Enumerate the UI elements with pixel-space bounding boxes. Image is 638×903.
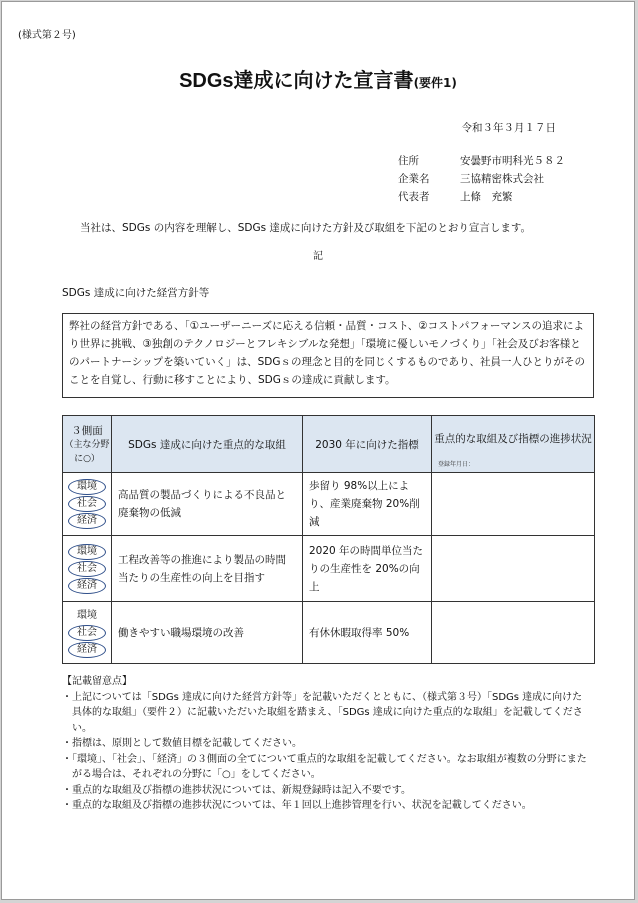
progress-cell <box>432 536 595 602</box>
indicator-cell: 歩留り 98%以上により、産業廃棄物 20%削減 <box>303 473 432 536</box>
header-action: SDGs 達成に向けた重点的な取組 <box>112 416 303 473</box>
intro-statement: 当社は、SDGs の内容を理解し、SDGs 達成に向けた方針及び取組を下記のとおり宣言します。 <box>80 222 532 234</box>
page-title <box>2 64 634 93</box>
header-progress <box>432 416 595 473</box>
action-cell: 高品質の製品づくりによる不良品と廃棄物の低減 <box>112 473 303 536</box>
policy-box <box>62 313 594 398</box>
aspect-environment: 環境 <box>68 544 106 560</box>
policy-text: 弊社の経営方針である、「①ユーザーニーズに応える信頼・品質・コスト、②コストパフォーマンスの追求により世界に挑戦、③独創のテクノロジーとフレキシブルな発想」「環境に優しいモノづくり」「社会及びお客様とのパートナーシップを築いていく」は、SDGｓの理念と目的を同じくするものであり、社員一人ひとりがそのことを自覚し、行動に移すことにより、SDGｓの達成に貢献します。 <box>69 320 585 386</box>
note-item: ・「環境」、「社会」、「経済」の３側面の全てについて重点的な取組を記載してください。なお取組が複数の分野にまたがる場合は、それぞれの分野に「○」をしてください。 <box>62 753 587 780</box>
declarant-value: 三協精密株式会社 <box>460 173 544 185</box>
declaration-date: 令和３年３月１７日 <box>461 122 556 134</box>
progress-cell <box>432 473 595 536</box>
note-item: ・重点的な取組及び指標の進捗状況については、新規登録時は記入不要です。 <box>62 784 411 796</box>
ki-mark: 記 <box>313 251 323 262</box>
indicator-cell: 2020 年の時間単位当たりの生産性を 20%の向上 <box>303 536 432 602</box>
header-indicator: 2030 年に向けた指標 <box>303 416 432 473</box>
table-header-row <box>63 416 595 473</box>
aspect-environment: 環境 <box>77 609 97 621</box>
declarant-info <box>398 152 565 206</box>
declarant-value: 上條 充繁 <box>460 191 513 203</box>
declarant-row-company <box>398 170 565 188</box>
aspect-economy: 経済 <box>68 578 106 594</box>
header-progress-label: 重点的な取組及び指標の進捗状況 <box>434 433 592 445</box>
table-row <box>63 473 595 536</box>
note-item: ・重点的な取組及び指標の進捗状況については、年１回以上進捗管理を行い、状況を記載してください。 <box>62 800 532 811</box>
indicator-cell: 有休休暇取得率 50% <box>303 602 432 664</box>
table-row <box>63 536 595 602</box>
header-aspects-main: ３側面 <box>71 424 103 437</box>
title-main: SDGs達成に向けた宣言書 <box>179 70 414 92</box>
header-registered-date: 登録年月日： <box>438 461 475 468</box>
aspect-economy: 経済 <box>68 642 106 658</box>
action-cell: 働きやすい職場環境の改善 <box>112 602 303 664</box>
aspects-cell <box>63 536 112 602</box>
declarant-value: 安曇野市明科光５８２ <box>460 155 565 167</box>
aspects-cell <box>63 602 112 664</box>
declarant-label: 代表者 <box>398 191 430 203</box>
table-row <box>63 602 595 664</box>
aspect-society: 社会 <box>68 625 106 641</box>
declarant-label: 住所 <box>398 155 419 167</box>
declarant-label: 企業名 <box>398 173 430 185</box>
header-aspects <box>63 416 112 473</box>
note-item: ・上記については「SDGs 達成に向けた経営方針等」を記載いただくとともに、（様式第３号）「SDGs 達成に向けた具体的な取組」（要件２）に記載いただいた取組を踏まえ、「SDGs 達成に向けた重点的な取組」を記載してください。 <box>62 691 583 734</box>
policy-heading: SDGs 達成に向けた経営方針等 <box>62 287 210 299</box>
actions-table <box>62 415 595 664</box>
form-number: (様式第２号) <box>18 30 76 41</box>
declarant-row-representative <box>398 188 565 206</box>
aspect-environment: 環境 <box>68 479 106 495</box>
declarant-row-address <box>398 152 565 170</box>
aspect-society: 社会 <box>68 496 106 512</box>
notes-heading: 【記載留意点】 <box>62 676 132 687</box>
aspect-economy: 経済 <box>68 513 106 529</box>
note-item: ・指標は、原則として数値目標を記載してください。 <box>62 738 302 749</box>
header-aspects-note: （主な分野に○） <box>64 439 110 464</box>
notes-section <box>62 674 587 814</box>
progress-cell <box>432 602 595 664</box>
title-sub: (要件1) <box>413 76 457 90</box>
aspect-society: 社会 <box>68 561 106 577</box>
aspects-cell <box>63 473 112 536</box>
action-cell: 工程改善等の推進により製品の時間当たりの生産性の向上を目指す <box>112 536 303 602</box>
document-page <box>1 1 635 900</box>
